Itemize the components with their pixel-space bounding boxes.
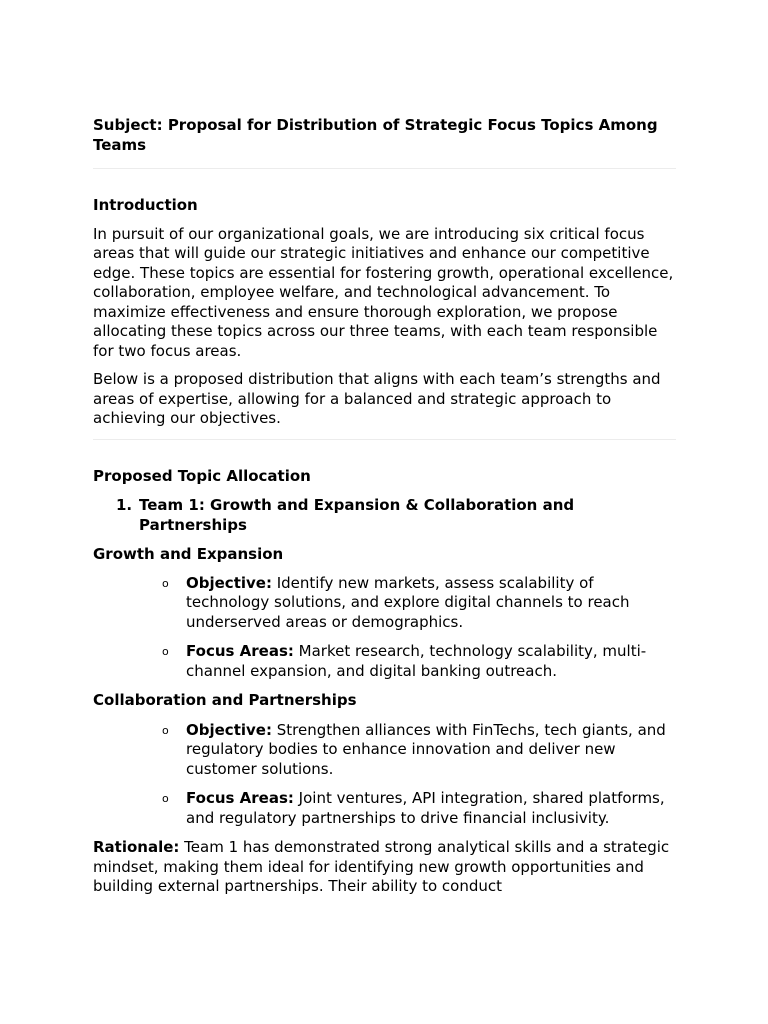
- circle-bullet-icon: o: [162, 576, 169, 590]
- list-number: 1.: [116, 496, 133, 514]
- objective-text: Strengthen alliances with FinTechs, tech giants, and regulatory bodies to enhance innovation and deliver new customer solutions.: [186, 720, 666, 778]
- focus-areas-label: Focus Areas:: [186, 642, 294, 660]
- allocation-heading: Proposed Topic Allocation: [93, 466, 311, 485]
- collaboration-objective-item: [93, 721, 676, 780]
- focus-areas-label: Focus Areas:: [186, 789, 294, 807]
- rationale-paragraph: [93, 838, 676, 897]
- collaboration-focus-item: [93, 789, 676, 828]
- collaboration-heading: Collaboration and Partnerships: [93, 691, 357, 709]
- team-1-title: Team 1: Growth and Expansion & Collaboration and Partnerships: [139, 496, 575, 534]
- focus-areas-text: Joint ventures, API integration, shared platforms, and regulatory partnerships to drive financial inclusivity.: [186, 789, 665, 827]
- divider: [93, 168, 676, 169]
- document-page: [93, 116, 676, 897]
- subject-line: Subject: Proposal for Distribution of Strategic Focus Topics Among Teams: [93, 116, 658, 154]
- circle-bullet-icon: o: [162, 723, 169, 737]
- growth-heading: Growth and Expansion: [93, 545, 284, 563]
- focus-areas-text: Market research, technology scalability, multi-channel expansion, and digital banking outreach.: [186, 642, 647, 680]
- objective-text: Identify new markets, assess scalability of technology solutions, and explore digital channels to reach underserved areas or demographics.: [186, 573, 630, 631]
- circle-bullet-icon: o: [162, 645, 169, 658]
- growth-focus-item: [93, 642, 676, 681]
- objective-label: Objective:: [186, 573, 272, 592]
- divider: [93, 439, 676, 440]
- team-1-list-item: [93, 496, 676, 535]
- rationale-label: Rationale:: [93, 838, 180, 856]
- intro-paragraph-2: Below is a proposed distribution that aligns with each team’s strengths and areas of expertise, allowing for a balanced and strategic approach to achieving our objectives.: [93, 370, 661, 427]
- objective-label: Objective:: [186, 720, 272, 739]
- circle-bullet-icon: o: [162, 792, 169, 805]
- introduction-heading: Introduction: [93, 196, 198, 214]
- rationale-text: Team 1 has demonstrated strong analytical skills and a strategic mindset, making them ideal for identifying new growth opportunities and building external partnerships. Their ability to conduct: [93, 838, 670, 895]
- growth-objective-item: [93, 574, 676, 633]
- intro-paragraph-1: In pursuit of our organizational goals, we are introducing six critical focus areas that will guide our strategic initiatives and enhance our competitive edge. These topics are essential for fostering growth, operational excellence, collaboration, employee welfare, and technological advancement. To maximize effectiveness and ensure thorough exploration, we propose allocating these topics across our three teams, with each team responsible for two focus areas.: [93, 224, 674, 360]
